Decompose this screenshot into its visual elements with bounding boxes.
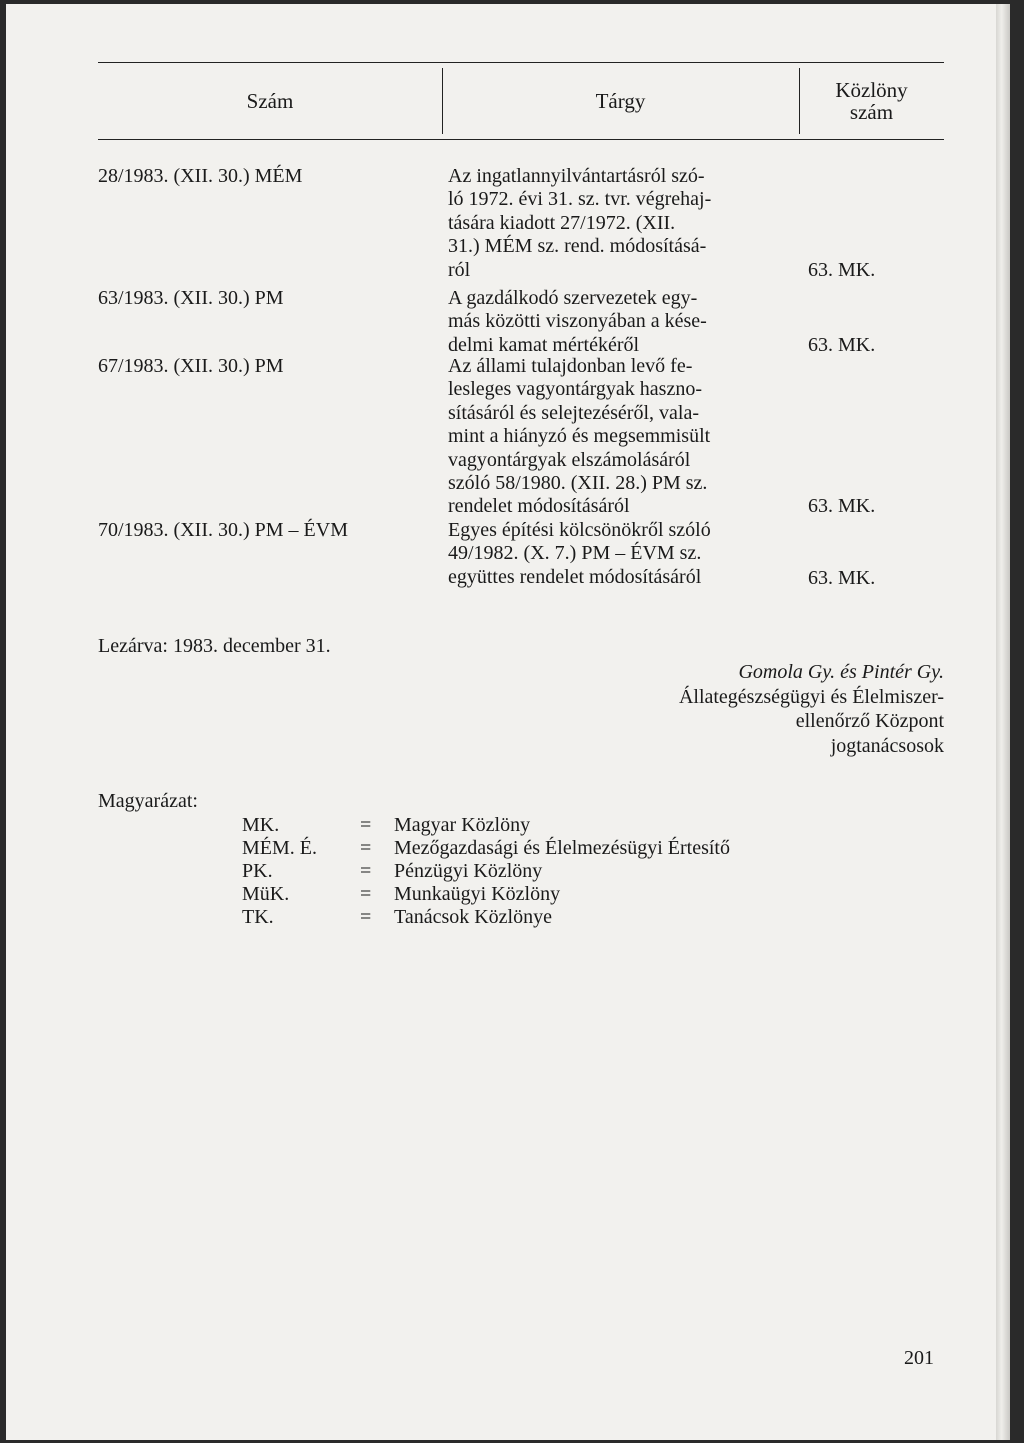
signature-org-line1: Állategészségügyi és Élelmiszer-: [678, 685, 944, 708]
abbreviation-meaning: Magyar Közlöny: [394, 814, 531, 836]
row-number: 70/1983. (XII. 30.) PM – ÉVM: [98, 519, 348, 541]
page-edge: [996, 4, 1010, 1440]
signature-block: [679, 660, 944, 758]
row-gazette: 63. MK.: [808, 495, 876, 517]
row-number: 67/1983. (XII. 30.) PM: [98, 355, 284, 377]
abbreviation-meaning: Pénzügyi Közlöny: [394, 860, 543, 882]
abbreviation: MÉM. É.: [242, 837, 317, 859]
header-number: Szám: [246, 89, 294, 113]
row-subject: Az ingatlannyilvántartásról szó- ló 1972. évi 31. sz. tvr. végrehaj- tására kiadott 27/1972. (XII. 31.) MÉM sz. rend. módosításá- ról: [448, 165, 712, 281]
page-number: 201: [904, 1347, 934, 1369]
abbreviation: TK.: [242, 906, 274, 928]
table-header: [98, 62, 944, 140]
header-subject: Tárgy: [595, 89, 646, 113]
equals-sign: =: [360, 860, 372, 882]
equals-sign: =: [360, 906, 372, 928]
row-subject: Egyes építési kölcsönökről szóló 49/1982. (X. 7.) PM – ÉVM sz. együttes rendelet módosításáról: [448, 519, 711, 588]
abbreviation: MüK.: [242, 883, 290, 905]
explanation-title: Magyarázat:: [98, 790, 198, 812]
document-page: [6, 4, 1010, 1440]
abbreviation-meaning: Tanácsok Közlönye: [394, 906, 552, 928]
abbreviation: PK.: [242, 860, 273, 882]
signature-names: Gomola Gy. és Pintér Gy.: [738, 661, 944, 683]
header-bottom-rule: [98, 139, 944, 140]
row-number: 28/1983. (XII. 30.) MÉM: [98, 165, 303, 187]
abbreviation-meaning: Mezőgazdasági és Élelmezésügyi Értesítő: [394, 837, 730, 859]
abbreviation-meaning: Munkaügyi Közlöny: [394, 883, 561, 905]
row-gazette: 63. MK.: [808, 334, 876, 356]
signature-role: jogtanácsosok: [830, 734, 944, 757]
abbreviation: MK.: [242, 814, 280, 836]
row-subject: A gazdálkodó szervezetek egy- más közötti viszonyában a kése- delmi kamat mértékéről: [448, 287, 707, 356]
closing-date: Lezárva: 1983. december 31.: [98, 635, 331, 657]
row-gazette: 63. MK.: [808, 567, 876, 589]
equals-sign: =: [360, 837, 372, 859]
row-gazette: 63. MK.: [808, 259, 876, 281]
header-gazette: Közlöny szám: [835, 78, 908, 124]
equals-sign: =: [360, 883, 372, 905]
row-subject: Az állami tulajdonban levő fe- lesleges vagyontárgyak haszno- sításáról és selejtezéséről, vala- mint a hiányzó és megsemmisült vagyontárgyak elszámolásáról szóló 58/1980. (XII. 28.) PM sz. rendelet módosításáról: [448, 355, 711, 518]
row-number: 63/1983. (XII. 30.) PM: [98, 287, 284, 309]
signature-org-line2: ellenőrző Központ: [795, 710, 944, 732]
equals-sign: =: [360, 814, 372, 836]
